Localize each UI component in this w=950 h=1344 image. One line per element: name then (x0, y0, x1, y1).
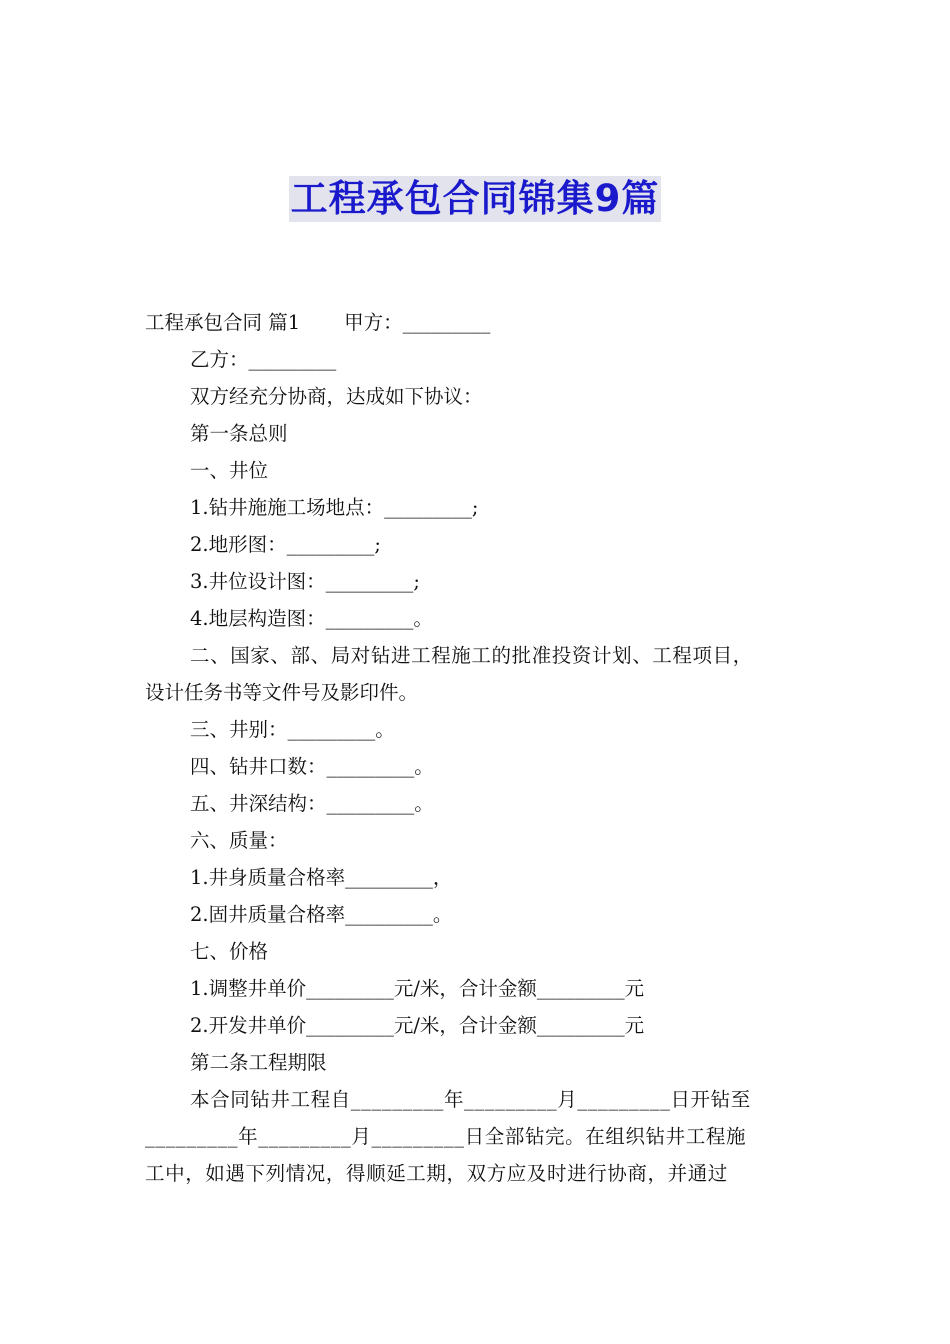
section-well-location: 一、井位 (190, 459, 269, 482)
item-topographic-map: 2.地形图：_________; (190, 533, 381, 556)
section-well-depth: 五、井深结构：_________。 (190, 792, 434, 815)
section-price: 七、价格 (190, 940, 269, 963)
item-stratum-map: 4.地层构造图：_________。 (190, 607, 433, 630)
article-2-heading: 第二条工程期限 (190, 1051, 327, 1074)
item-site-location: 1.钻井施施工场地点：_________; (190, 496, 479, 519)
contract-heading: 工程承包合同 篇1 (145, 311, 301, 334)
item-well-design: 3.井位设计图：_________; (190, 570, 420, 593)
item-development-well-price: 2.开发井单价_________元/米，合计金额_________元 (190, 1014, 645, 1037)
document-body (145, 304, 825, 1192)
period-paragraph-line-1: 本合同钻井工程自_________年_________月_________日开钻至 (190, 1088, 751, 1111)
section-quality: 六、质量： (190, 829, 288, 852)
article-1-heading: 第一条总则 (190, 422, 288, 445)
national-approval-line-1: 二、国家、部、局对钻进工程施工的批准投资计划、工程项目， (190, 644, 753, 667)
item-cementing-quality: 2.固井质量合格率_________。 (190, 903, 453, 926)
party-b-field: 乙方：_________ (190, 348, 337, 371)
party-a-field: 甲方：_________ (344, 311, 491, 334)
item-wellbore-quality: 1.井身质量合格率_________， (190, 866, 453, 889)
section-well-count: 四、钻井口数：_________。 (190, 755, 434, 778)
period-paragraph-line-2: _________年_________月_________日全部钻完。在组织钻井工程施 (145, 1125, 747, 1148)
item-adjustment-well-price: 1.调整井单价_________元/米，合计金额_________元 (190, 977, 645, 1000)
document-title: 工程承包合同锦集9篇 (290, 177, 660, 220)
title-container (0, 176, 950, 222)
period-paragraph-line-3: 工中，如遇下列情况，得顺延工期，双方应及时进行协商，并通过 (145, 1162, 728, 1185)
agreement-intro: 双方经充分协商，达成如下协议： (190, 385, 483, 408)
contract-heading-line (145, 304, 825, 341)
national-approval-line-2: 设计任务书等文件号及影印件。 (145, 681, 419, 704)
section-well-type: 三、井别：_________。 (190, 718, 395, 741)
